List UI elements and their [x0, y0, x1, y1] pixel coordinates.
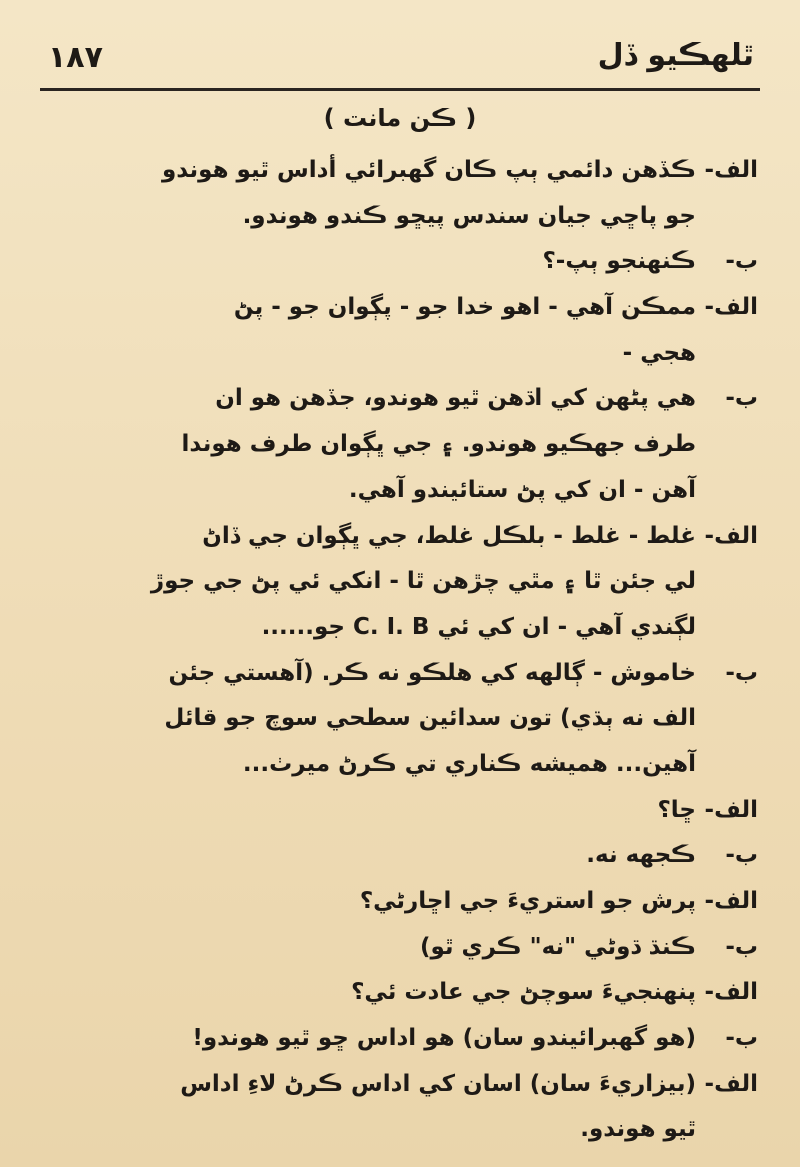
line-text: ٿيو هوندو.: [580, 1116, 696, 1143]
line-text: ڪڏهن دائمي ٻپ ڪان گهبرائي أداس ٿيو هوندو: [161, 157, 696, 183]
dialogue-line: [50, 194, 758, 240]
line-text: ڇا؟: [657, 796, 696, 823]
speaker-label: الف-: [704, 796, 758, 823]
line-text: طرف جهڪيو هوندو. ۽ جي ڀڳوان طرف هوندا: [181, 431, 696, 458]
dialogue-text: [50, 148, 758, 1153]
dialogue-line: [50, 1016, 758, 1062]
line-text: غلط - غلط - بلڪل غلط، جي ڀڳوان جي ڏاڻ: [202, 522, 696, 549]
dialogue-line: [50, 696, 758, 742]
page-header: [40, 30, 760, 91]
speaker-label: ب-: [725, 248, 758, 275]
speaker-label: ب-: [725, 933, 758, 960]
running-title: ٿلهڪيو ڏل: [597, 38, 754, 73]
speaker-label: الف-: [704, 979, 758, 1006]
dialogue-line: [50, 331, 758, 377]
speaker-label: الف-: [704, 522, 758, 549]
line-text: پنهنجيءَ سوچڻ جي عادت ئي؟: [351, 979, 696, 1006]
line-text: (بيزاريءَ سان) اسان کي اداس ڪرڻ لاءِ اداس: [180, 1070, 696, 1097]
line-text: لڳندي آهي - ان کي ئي C. I. B جو......: [261, 613, 696, 640]
line-text: (هو گهبرائيندو سان) هو اداس ڇو ٿيو هوندو!: [192, 1025, 696, 1052]
line-text: ڪنهنجو ٻپ-؟: [542, 248, 696, 275]
dialogue-line: [50, 1107, 758, 1153]
line-text: الف نه ٻڌي) تون سدائين سطحي سوچ جو قائل: [164, 705, 696, 732]
line-text: پرش جو استريءَ جي اڇارڻي؟: [359, 888, 696, 914]
speaker-label: الف-: [704, 157, 758, 183]
line-text: ڪجهه نه.: [586, 842, 696, 869]
dialogue-line: [50, 239, 758, 285]
page-number: ١٨٧: [48, 40, 103, 75]
speaker-label: الف-: [704, 888, 758, 914]
speaker-label: الف-: [704, 294, 758, 321]
dialogue-line: [50, 879, 758, 925]
speaker-label: ب-: [725, 1025, 758, 1052]
dialogue-line: [50, 148, 758, 194]
dialogue-line: [50, 833, 758, 879]
line-text: آهن - ان کي پڻ ستائيندو آهي.: [348, 476, 696, 503]
line-text: لي جئن ٿا ۽ مٿي چڙهن ٿا - انکي ئي پڻ جي جوڙ: [150, 568, 696, 595]
dialogue-line: [50, 742, 758, 788]
line-text: هجي -: [622, 339, 696, 366]
speaker-label: ب-: [725, 659, 758, 686]
dialogue-line: [50, 468, 758, 514]
dialogue-line: [50, 514, 758, 560]
dialogue-line: [50, 925, 758, 971]
line-text: خاموش - ڳالهه کي هلڪو نه ڪر. (آهستي جئن: [168, 659, 696, 686]
dialogue-line: [50, 605, 758, 651]
line-text: هي پڻهن کي اڌهن ٿيو هوندو، جڏهن هو ان: [215, 385, 696, 412]
dialogue-line: [50, 651, 758, 697]
speaker-label: ب-: [725, 842, 758, 869]
line-text: ڪنڌ ڌوڻي "نه" ڪري ٿو): [419, 933, 696, 960]
dialogue-line: [50, 376, 758, 422]
line-text: جو پاڇي جيان سندس پيڇو ڪندو هوندو.: [242, 202, 696, 229]
dialogue-line: [50, 285, 758, 331]
line-text: آهين... هميشه ڪناري تي ڪرڻ ميرٺ...: [242, 750, 696, 777]
dialogue-line: [50, 559, 758, 605]
dialogue-line: [50, 1062, 758, 1108]
dialogue-line: [50, 970, 758, 1016]
speaker-label: ب-: [725, 385, 758, 412]
dialogue-line: [50, 422, 758, 468]
speaker-label: الف-: [704, 1070, 758, 1097]
line-text: ممڪن آهي - اهو خدا جو - پڳوان جو - پڻ: [233, 294, 696, 321]
section-title: ( ڪن مانت ): [323, 104, 477, 132]
dialogue-line: [50, 788, 758, 834]
